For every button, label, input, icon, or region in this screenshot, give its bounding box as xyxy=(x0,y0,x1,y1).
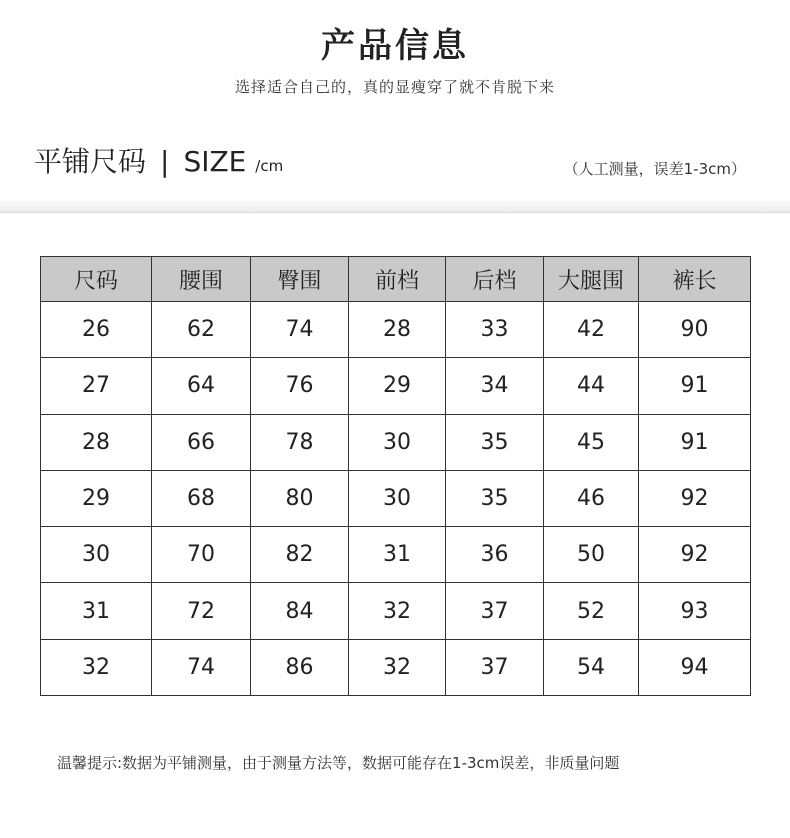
column-header: 裤长 xyxy=(639,257,751,302)
size-title-separator: | xyxy=(160,145,170,178)
size-section-title xyxy=(34,140,283,180)
table-row xyxy=(41,302,751,358)
table-cell: 30 xyxy=(349,470,446,526)
table-row xyxy=(41,639,751,695)
table-cell: 36 xyxy=(446,527,544,583)
table-cell: 86 xyxy=(251,639,349,695)
table-cell: 70 xyxy=(152,527,251,583)
table-cell: 32 xyxy=(41,639,152,695)
size-section-header xyxy=(34,140,764,184)
table-cell: 35 xyxy=(446,414,544,470)
column-header: 尺码 xyxy=(41,257,152,302)
table-cell: 90 xyxy=(639,302,751,358)
size-title-cn: 平铺尺码 xyxy=(34,145,147,178)
table-cell: 68 xyxy=(152,470,251,526)
table-cell: 29 xyxy=(41,470,152,526)
table-cell: 32 xyxy=(349,639,446,695)
column-header: 后档 xyxy=(446,257,544,302)
table-cell: 74 xyxy=(152,639,251,695)
column-header: 臀围 xyxy=(251,257,349,302)
table-cell: 62 xyxy=(152,302,251,358)
table-cell: 74 xyxy=(251,302,349,358)
size-title-en: SIZE xyxy=(183,145,247,178)
table-cell: 33 xyxy=(446,302,544,358)
table-cell: 28 xyxy=(41,414,152,470)
table-cell: 34 xyxy=(446,358,544,414)
table-cell: 32 xyxy=(349,583,446,639)
table-row xyxy=(41,527,751,583)
table-cell: 80 xyxy=(251,470,349,526)
table-cell: 78 xyxy=(251,414,349,470)
table-cell: 30 xyxy=(349,414,446,470)
table-cell: 94 xyxy=(639,639,751,695)
page-subtitle: 选择适合自己的，真的显瘦穿了就不肯脱下来 xyxy=(234,78,555,96)
table-cell: 84 xyxy=(251,583,349,639)
table-cell: 28 xyxy=(349,302,446,358)
table-cell: 44 xyxy=(544,358,639,414)
table-cell: 31 xyxy=(349,527,446,583)
table-cell: 91 xyxy=(639,414,751,470)
table-cell: 50 xyxy=(544,527,639,583)
table-cell: 26 xyxy=(41,302,152,358)
size-unit: /cm xyxy=(255,157,284,175)
table-row xyxy=(41,414,751,470)
table-cell: 45 xyxy=(544,414,639,470)
measurement-note: （人工测量，误差1-3cm） xyxy=(563,160,746,178)
table-cell: 91 xyxy=(639,358,751,414)
table-cell: 30 xyxy=(41,527,152,583)
table-cell: 37 xyxy=(446,639,544,695)
size-table xyxy=(40,256,751,696)
table-header-row xyxy=(41,257,751,302)
table-row xyxy=(41,358,751,414)
table-cell: 92 xyxy=(639,527,751,583)
table-cell: 31 xyxy=(41,583,152,639)
table-cell: 76 xyxy=(251,358,349,414)
section-divider xyxy=(0,198,790,213)
table-cell: 27 xyxy=(41,358,152,414)
table-cell: 92 xyxy=(639,470,751,526)
footer-tip: 温馨提示:数据为平铺测量，由于测量方法等，数据可能存在1-3cm误差，非质量问题 xyxy=(57,754,620,772)
table-row xyxy=(41,583,751,639)
column-header: 腰围 xyxy=(152,257,251,302)
table-cell: 82 xyxy=(251,527,349,583)
table-cell: 42 xyxy=(544,302,639,358)
table-cell: 54 xyxy=(544,639,639,695)
table-cell: 52 xyxy=(544,583,639,639)
table-cell: 37 xyxy=(446,583,544,639)
table-cell: 64 xyxy=(152,358,251,414)
table-cell: 46 xyxy=(544,470,639,526)
table-cell: 66 xyxy=(152,414,251,470)
table-cell: 29 xyxy=(349,358,446,414)
table-cell: 35 xyxy=(446,470,544,526)
table-cell: 93 xyxy=(639,583,751,639)
column-header: 大腿围 xyxy=(544,257,639,302)
column-header: 前档 xyxy=(349,257,446,302)
table-cell: 72 xyxy=(152,583,251,639)
table-row xyxy=(41,470,751,526)
page-title: 产品信息 xyxy=(321,26,469,66)
